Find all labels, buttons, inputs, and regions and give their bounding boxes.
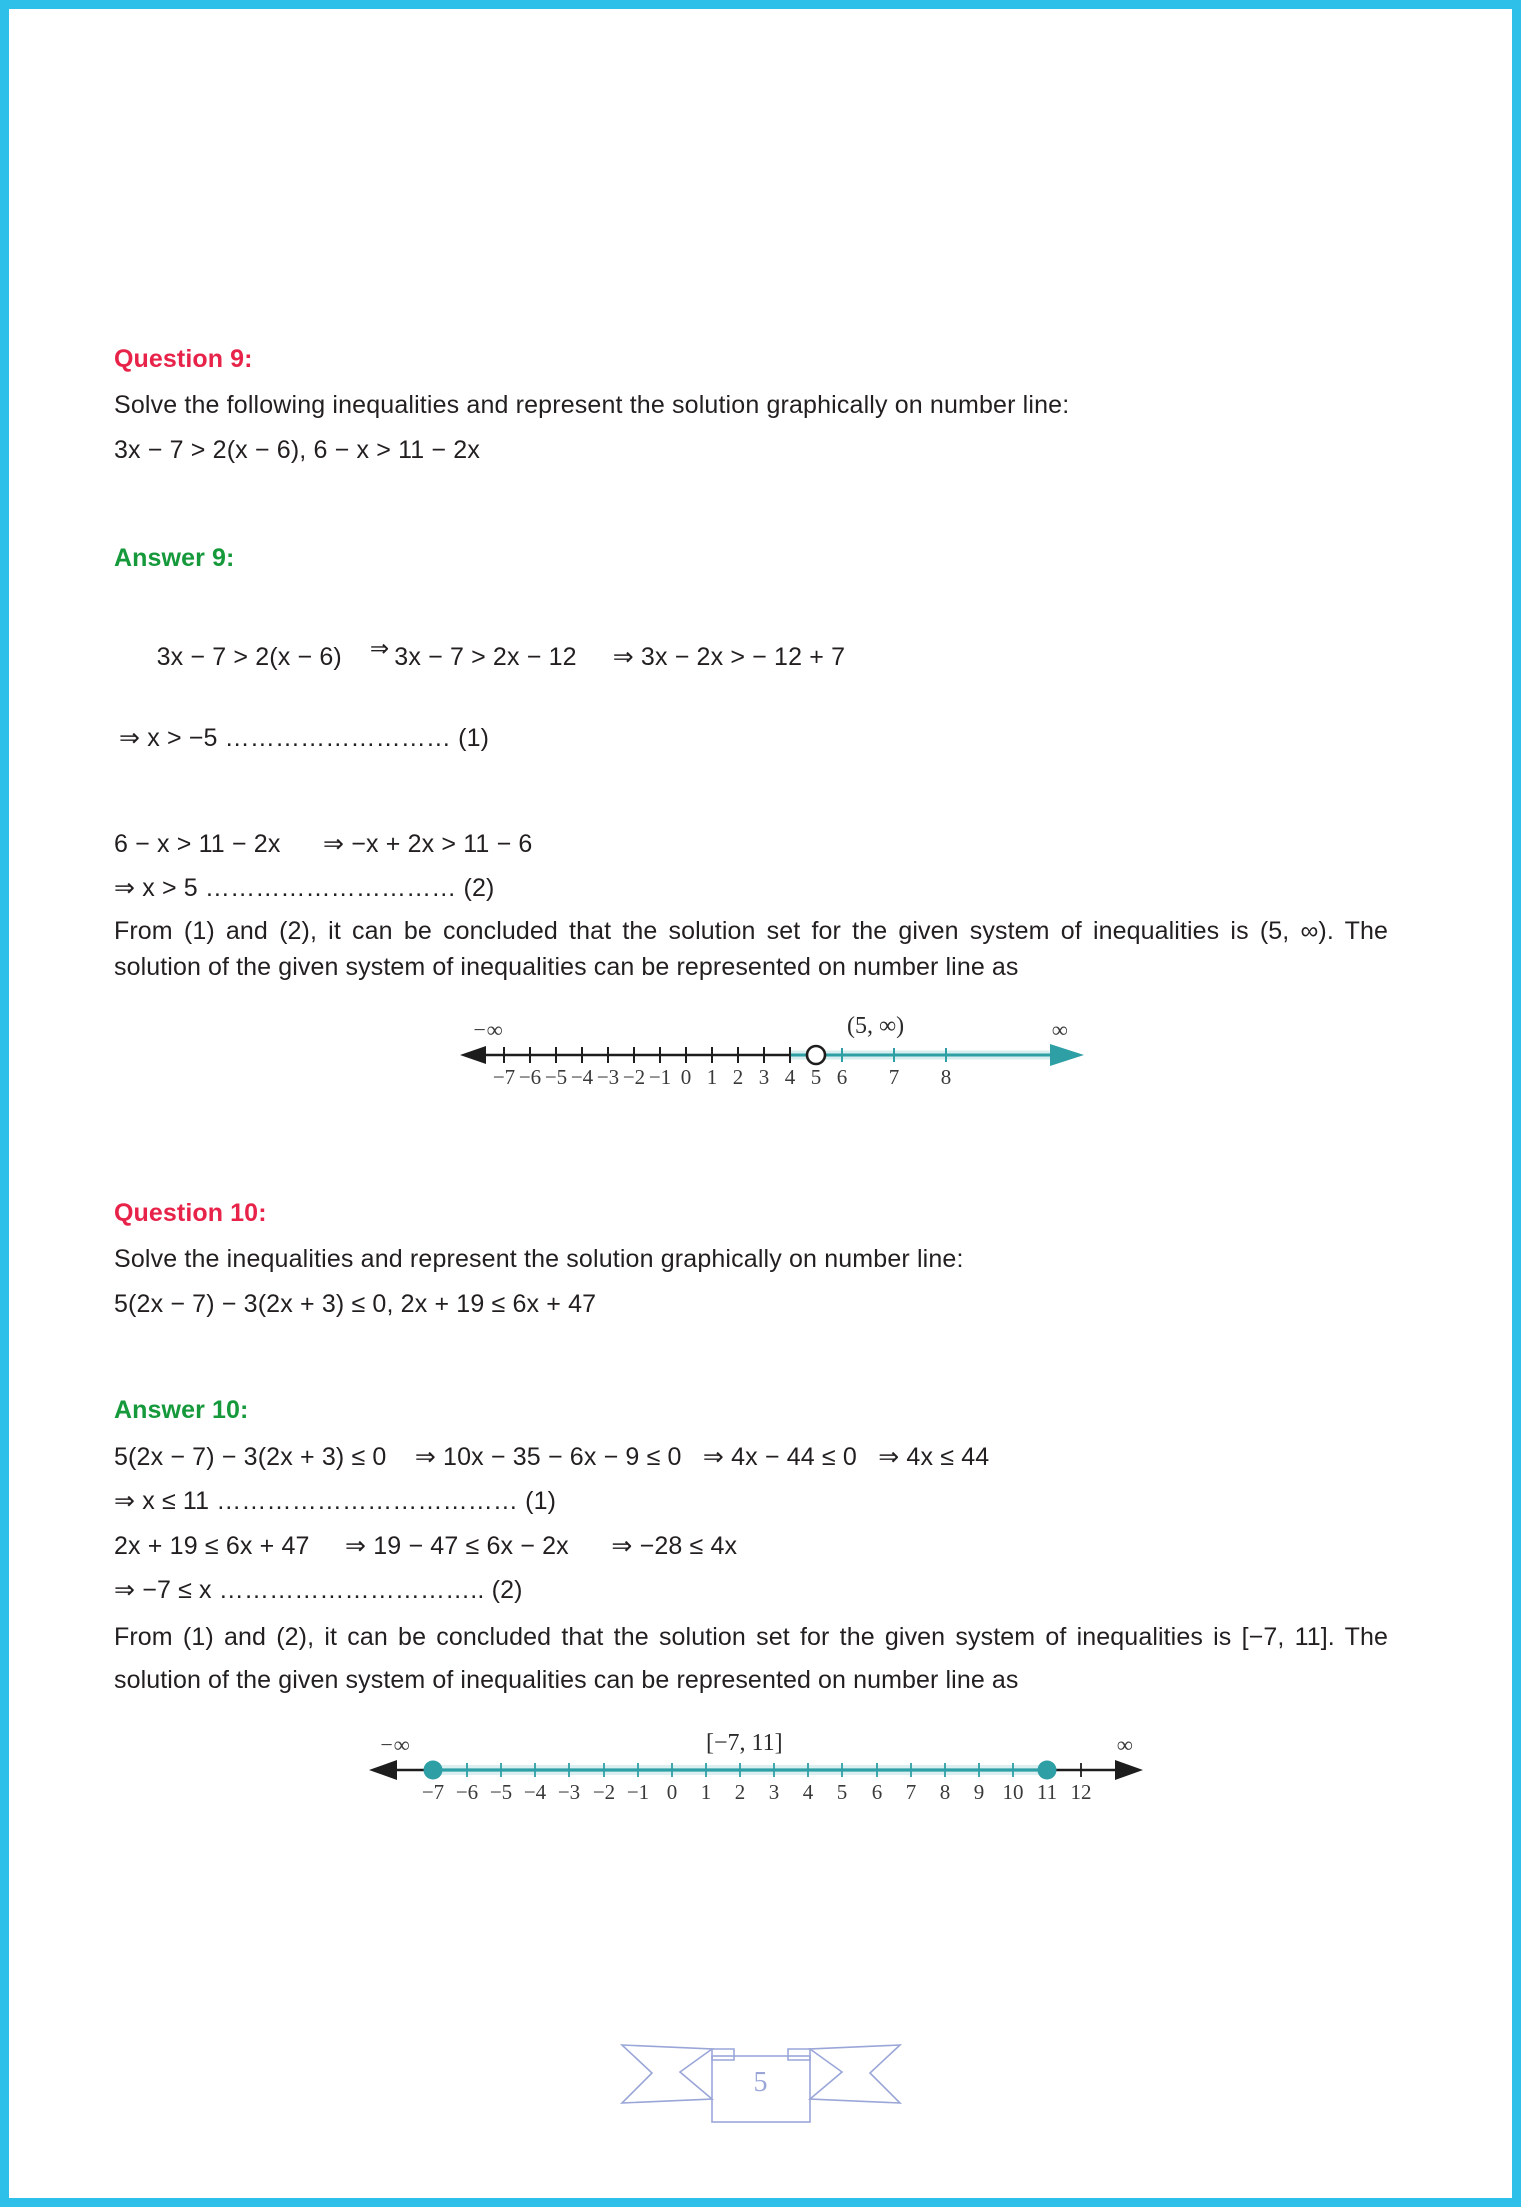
svg-text:2: 2 [732, 1065, 744, 1090]
svg-text:−3: −3 [596, 1065, 620, 1090]
svg-text:3: 3 [768, 1780, 780, 1804]
numberline-10-svg [361, 1728, 1151, 1818]
svg-text:10: 10 [1002, 1780, 1024, 1804]
numberline-10-right-infinity-label: ∞ [1117, 1732, 1133, 1757]
svg-text:9: 9 [973, 1780, 985, 1804]
answer-9-step-1-left: 3x − 7 > 2(x − 6) [156, 643, 342, 671]
question-9-prompt: Solve the following inequalities and represent the solution graphically on number line: [114, 391, 1070, 419]
numberline-9-right-infinity-label: ∞ [1052, 1017, 1068, 1043]
svg-text:0: 0 [666, 1780, 678, 1804]
svg-text:12: 12 [1070, 1780, 1092, 1804]
numberline-9-left-arrow-icon [460, 1046, 486, 1064]
svg-text:−3: −3 [557, 1780, 581, 1804]
svg-text:7: 7 [905, 1780, 917, 1804]
question-9-expression: 3x − 7 > 2(x − 6), 6 − x > 11 − 2x [114, 435, 480, 464]
answer-9-heading: Answer 9: [114, 543, 235, 572]
answer-10-step-2: ⇒ x ≤ 11 ……………………………… (1) [114, 1487, 557, 1516]
svg-text:0: 0 [680, 1065, 692, 1090]
answer-9-step-1-arrow: ⇒ [369, 635, 390, 661]
numberline-10-endpoint-closed-minus7 [424, 1761, 443, 1780]
answer-9-step-2: ⇒ x > −5 ……………………… (1) [119, 723, 490, 752]
page-border-left [0, 0, 9, 2207]
answer-9-step-3: 6 − x > 11 − 2x ⇒ −x + 2x > 11 − 6 [114, 829, 533, 858]
answer-10-step-3: 2x + 19 ≤ 6x + 47 ⇒ 19 − 47 ≤ 6x − 2x ⇒ −28 ≤ 4x [114, 1531, 738, 1560]
svg-text:−2: −2 [622, 1065, 646, 1090]
numberline-10-tick-labels [422, 1780, 1092, 1804]
svg-text:6: 6 [836, 1065, 848, 1090]
svg-text:2: 2 [734, 1780, 746, 1804]
question-10-prompt: Solve the inequalities and represent the solution graphically on number line: [114, 1245, 964, 1274]
svg-text:−7: −7 [421, 1780, 445, 1804]
svg-text:5: 5 [810, 1065, 822, 1090]
answer-10-conclusion: From (1) and (2), it can be concluded that the solution set for the given system of inequalities is [−7, 11]. The solution of the given system of inequalities can be represented on number line as [114, 1623, 1388, 1694]
numberline-9-endpoint-open-5 [807, 1046, 825, 1064]
svg-text:8: 8 [939, 1780, 951, 1804]
numberline-10-left-arrow-icon [369, 1760, 397, 1780]
page-border-right [1512, 0, 1521, 2207]
numberline-9-svg [452, 1011, 1092, 1103]
numberline-10-endpoint-closed-11 [1038, 1761, 1057, 1780]
numberline-9-figure [114, 1011, 1388, 1103]
numberline-10-left-infinity-label: −∞ [379, 1732, 410, 1757]
svg-text:−2: −2 [592, 1780, 616, 1804]
svg-text:−4: −4 [523, 1780, 547, 1804]
svg-text:−7: −7 [492, 1065, 516, 1090]
svg-text:−6: −6 [518, 1065, 542, 1090]
numberline-9-tick-labels [493, 1065, 951, 1089]
page-border-bottom [0, 2198, 1521, 2207]
numberline-10-interval-label: [−7, 11] [706, 1730, 783, 1756]
svg-text:8: 8 [940, 1065, 952, 1090]
svg-text:3: 3 [758, 1065, 770, 1090]
answer-9-step-4: ⇒ x > 5 ………………………… (2) [114, 874, 495, 902]
answer-9-step-1-right: ⇒ 3x − 2x > − 12 + 7 [612, 643, 846, 671]
svg-text:1: 1 [706, 1065, 718, 1090]
page-content [114, 0, 1388, 1818]
svg-text:7: 7 [888, 1065, 900, 1090]
svg-text:−1: −1 [648, 1065, 672, 1090]
page-number: 5 [753, 2067, 768, 2098]
svg-text:−5: −5 [489, 1780, 513, 1804]
question-9-heading: Question 9: [114, 345, 253, 373]
svg-text:4: 4 [802, 1780, 814, 1804]
answer-10-step-4: ⇒ −7 ≤ x ………………………….. (2) [114, 1575, 523, 1604]
answer-9-step-1-mid: 3x − 7 > 2x − 12 [394, 643, 577, 671]
answer-10-step-1: 5(2x − 7) − 3(2x + 3) ≤ 0 ⇒ 10x − 35 − 6x − 9 ≤ 0 ⇒ 4x − 44 ≤ 0 ⇒ 4x ≤ 44 [114, 1443, 990, 1471]
numberline-9-interval-label: (5, ∞) [847, 1013, 905, 1040]
svg-text:−6: −6 [455, 1780, 479, 1804]
svg-text:6: 6 [871, 1780, 883, 1804]
answer-10-heading: Answer 10: [114, 1396, 249, 1424]
numberline-10-right-arrow-icon [1115, 1760, 1143, 1780]
question-10-heading: Question 10: [114, 1199, 267, 1228]
svg-text:−4: −4 [570, 1065, 594, 1090]
answer-9-step-1 [114, 603, 1388, 712]
svg-text:−5: −5 [544, 1065, 568, 1090]
numberline-9-right-arrow-icon [1050, 1044, 1084, 1066]
numberline-9-left-infinity-label: −∞ [472, 1017, 503, 1043]
svg-text:5: 5 [836, 1780, 848, 1804]
svg-text:1: 1 [700, 1780, 712, 1804]
svg-text:−1: −1 [626, 1780, 650, 1804]
numberline-10-figure [114, 1728, 1388, 1818]
question-10-expression: 5(2x − 7) − 3(2x + 3) ≤ 0, 2x + 19 ≤ 6x + 47 [114, 1289, 597, 1318]
svg-text:11: 11 [1036, 1780, 1058, 1804]
svg-text:4: 4 [784, 1065, 796, 1090]
answer-9-conclusion: From (1) and (2), it can be concluded that the solution set for the given system of inequalities is (5, ∞). The solution of the given system of inequalities can be represented on number line as [114, 917, 1388, 981]
